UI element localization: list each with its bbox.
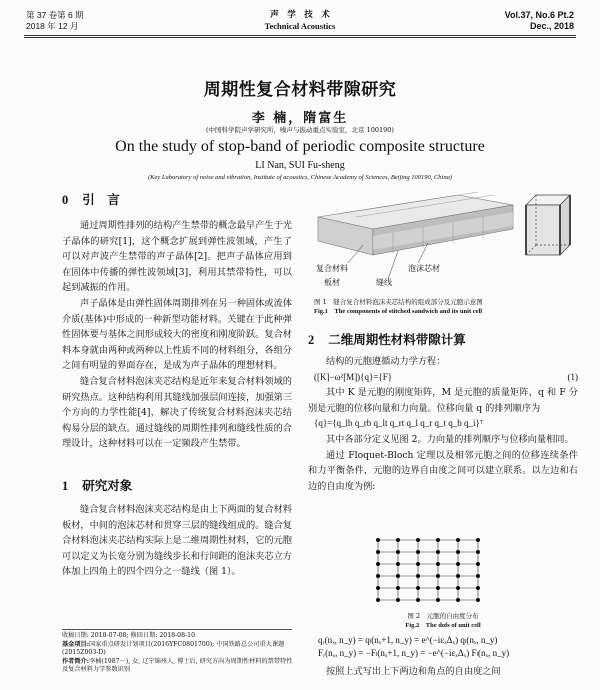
paragraph: 通过周期性排列的结构产生禁带的概念最早产生于光子晶体的研究[1]，这个概念扩展到弹性波领域，产生了可以对声波产生禁带的声子晶体[2]。把声子晶体应用到在固体中传播的弹性波领域[3]，利用其禁带特性，可以起到减振的作用。 <box>62 220 292 294</box>
equations-2-3 <box>318 634 578 660</box>
equation-1: ([K]−ω²[M]){q}={F} (1) <box>314 371 578 382</box>
paragraph: 缝合复合材料泡沫夹芯结构是由上下两面的复合材料板材，中间的泡沫芯材和贯穿三层的缝线组成的。缝合复合材料泡沫夹芯结构实际上是二维周期性材料，它的元胞可以定义为长宽分别为缝线步长和行间距的泡沫夹芯立方体加上四角上的四个四分之一缝线（图 1）。 <box>62 504 292 578</box>
figure-1-illustration <box>308 185 578 293</box>
equation-3: Fᵣ(nₓ, n_y) = −Fₗ(nₓ+1, n_y) = −e^(−iεₓΔₓ) Fₗ(nₓ, n_y) <box>318 648 510 658</box>
section-1-heading: 1 研究对象 <box>62 478 133 493</box>
journal-issue: Vol.37, No.6 Pt.2 Dec., 2018 <box>504 10 574 31</box>
vector-q: {q}={q_lb q_rb q_lt q_rt q_l q_r q_t q_b q_i}ᵀ <box>314 418 484 429</box>
journal-name: 声 学 技 术 Technical Acoustics <box>264 10 336 31</box>
footnote-fund: 基金项目:国家重点研发计划项目(2016YFC0801700); 中国铁路总公司重大课题(2015Z003-D) <box>62 640 285 657</box>
paragraph: 其中各部分定义见图 2。力向量的排列顺序与位移向量相同。 <box>326 433 574 445</box>
label-composite: 复合材料 <box>316 264 348 273</box>
grid-lines <box>378 540 478 600</box>
section-2-body <box>308 354 578 494</box>
footnote-rule <box>62 629 292 630</box>
figure-2-dof-grid <box>368 534 488 610</box>
header-rule <box>24 35 576 36</box>
title-cn: 周期性复合材料带隙研究 <box>203 80 397 100</box>
header-rule-2 <box>24 37 576 38</box>
journal-volume: 第 37 卷第 6 期 2018 年 12 月 <box>26 10 84 31</box>
unit-cell-cube <box>526 195 570 255</box>
section-0-body <box>62 218 292 452</box>
affiliation-cn: (中国科学院声学研究所，噪声与振动重点实验室，北京 100190) <box>206 126 394 134</box>
paragraph: 声子晶体是由弹性固体周期排列在另一种固体或流体介质(基体)中形成的一种新型功能材料。关键在于此种弹性固体要与基体之间形成较大的密度和刚度阶跃。复合材料本身就由两种或两种以上性质不同的材料组分，各组分之间有明显的界面存在，是成为声子晶体的理想材料。 <box>62 297 292 372</box>
paragraph: 结构的元胞遵循动力学方程： <box>326 356 446 367</box>
footnote-author: 作者简介:李楠(1987－), 女, 辽宁锦州人, 博士后, 研究方向为周期性材料的禁带特性及复合材料力学参数识别 <box>62 657 293 674</box>
figure-1-caption: 图 1 缝合复合材料泡沫夹芯结构的组成部分及元胞示意图 Fig.1 The components of stitched sandwich and its unit cell <box>314 298 483 315</box>
footnotes <box>62 632 294 675</box>
authors-cn: 李 楠，隋富生 <box>251 111 349 126</box>
affiliation-en: (Key Laboratory of noise and vibration, Institute of acoustics, Chinese Academy of Sciences, Beijing 100190, China) <box>147 174 453 181</box>
paragraph: 缝合复合材料泡沫夹芯结构是近年来复合材料领域的研究热点。这种结构利用其缝线加强层间连接，加强第三个方向的力学性能[4]，解决了传统复合材料泡沫夹芯结构易分层的缺点。通过缝线的周期性排列和缝线性质的合理设计，这种材料可以在一定频段产生禁带。 <box>62 375 292 450</box>
equation-2: qᵣ(nₓ, n_y) = qₗ(nₓ+1, n_y) = e^(−iεₓΔₓ) qₗ(nₓ, n_y) <box>318 635 498 645</box>
footnote-received: 收稿日期: 2018-07-08; 修回日期: 2018-08-10 <box>62 632 196 639</box>
section-0-heading: 0 引 言 <box>62 192 120 207</box>
authors-en: LI Nan, SUI Fu-sheng <box>255 160 345 171</box>
title-en: On the study of stop-band of periodic composite structure <box>115 138 485 155</box>
grid-nodes <box>376 538 480 602</box>
section-2-heading: 2 二维周期性材料带隙计算 <box>308 332 466 347</box>
figure-2-caption: 图 2 元胞的自由度分布 Fig.2 The dofs of unit cell <box>405 612 481 629</box>
paragraph: 通过 Floquet-Bloch 定理以及相邻元胞之间的位移连续条件和力平衡条件，元胞的边界自由度之间可以建立联系。以左边和右边的自由度为例: <box>308 449 578 492</box>
section-1-body <box>62 502 292 580</box>
paragraph: 其中 K 是元胞的刚度矩阵，M 是元胞的质量矩阵，q 和 F 分别是元胞的位移向量和力向量。位移向量 q 的排列顺序为 <box>308 387 578 414</box>
label-panel: 板材 <box>324 278 340 287</box>
label-foam: 泡沫芯材 <box>408 264 440 273</box>
section-2-trailing: 按照上式写出上下两边和角点的自由度之间 <box>326 666 501 677</box>
figure-1 <box>308 185 578 293</box>
label-stitch: 缝线 <box>376 278 392 287</box>
